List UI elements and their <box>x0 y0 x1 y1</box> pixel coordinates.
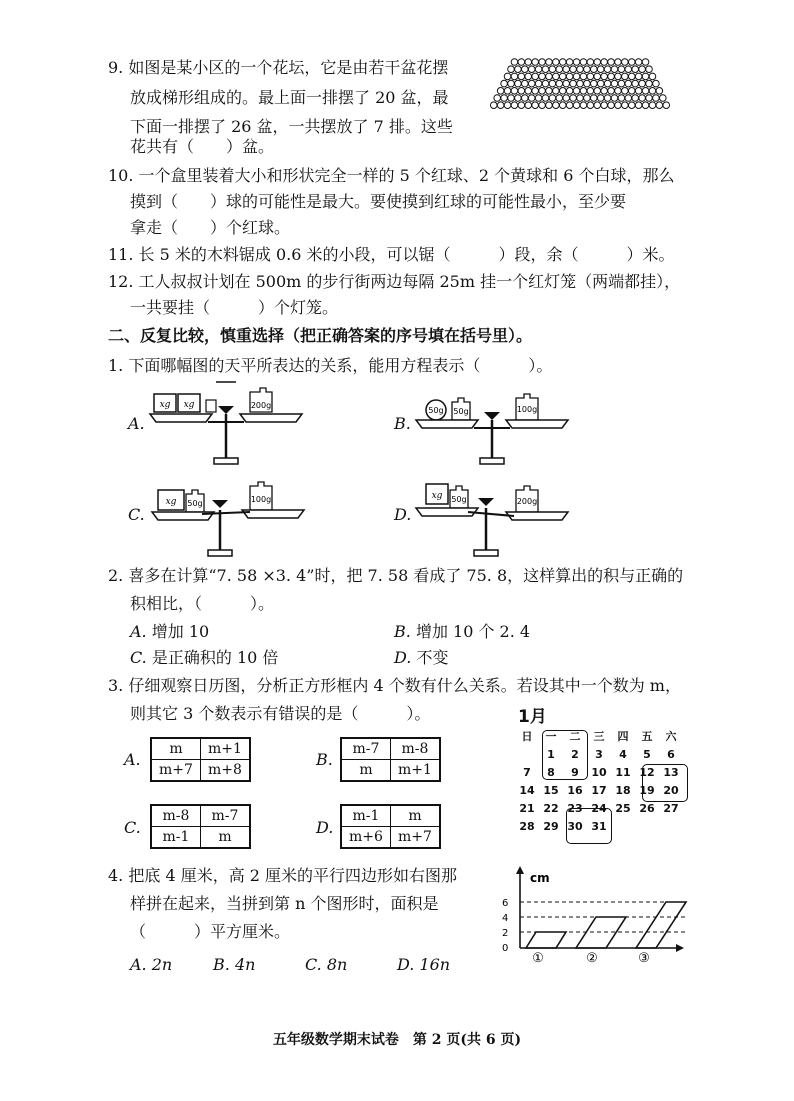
flower-pot <box>511 88 518 95</box>
calendar-day: 17 <box>591 784 607 797</box>
flower-pot <box>504 73 511 80</box>
flower-pot <box>580 73 587 80</box>
flower-pot <box>556 80 563 87</box>
flower-pot <box>584 95 591 102</box>
flower-pot <box>559 59 566 66</box>
flower-pot <box>642 73 649 80</box>
calendar-day: 15 <box>543 784 559 797</box>
flower-pot <box>556 66 563 73</box>
flower-pot <box>597 95 604 102</box>
weight-label: xg <box>183 400 195 410</box>
flower-pot <box>618 66 625 73</box>
q9-line-3: 下面一排摆了 26 盆，一共摆放了 7 排。这些 <box>130 117 453 136</box>
flower-pot <box>615 102 622 109</box>
flower-pot <box>532 88 539 95</box>
calendar-day: 21 <box>519 802 535 815</box>
flower-pot <box>553 59 560 66</box>
flower-pot <box>628 73 635 80</box>
weight-label: 200g <box>250 401 272 410</box>
flower-pot <box>525 102 532 109</box>
grid-cell: m <box>201 827 251 849</box>
flower-pot <box>646 66 653 73</box>
weight-label: 100g <box>516 405 538 414</box>
calendar-weekday: 三 <box>593 730 605 743</box>
q12-line-2: 一共要挂（ ）个灯笼。 <box>130 298 339 317</box>
weight-label: xg <box>165 497 177 507</box>
flower-pot <box>515 80 522 87</box>
flower-pot <box>632 80 639 87</box>
s3-option-d-label: D. <box>316 818 334 837</box>
flower-pot <box>570 80 577 87</box>
y-tick: 0 <box>502 943 509 954</box>
flower-pot <box>508 95 515 102</box>
calendar-weekday: 日 <box>521 730 533 743</box>
flower-pot <box>553 73 560 80</box>
flower-bed-figure <box>480 56 680 116</box>
flower-pot <box>501 80 508 87</box>
s2-option-c: C. 是正确积的 10 倍 <box>130 648 279 667</box>
flower-pot <box>573 59 580 66</box>
flower-pot <box>615 59 622 66</box>
flower-pot <box>656 88 663 95</box>
figure-label: ③ <box>638 951 650 966</box>
flower-pot <box>497 88 504 95</box>
flower-pot <box>601 102 608 109</box>
q11-line: 11. 长 5 米的木料锯成 0.6 米的小段，可以锯（ ）段，余（ ）米。 <box>108 245 675 264</box>
flower-pot <box>504 102 511 109</box>
grid-cell: m <box>151 738 201 760</box>
flower-pot <box>646 95 653 102</box>
flower-pot <box>532 102 539 109</box>
flower-pot <box>597 66 604 73</box>
s3-option-a-label: A. <box>124 750 141 769</box>
flower-pot <box>566 73 573 80</box>
flower-pot <box>566 59 573 66</box>
grid-cell: m-1 <box>341 805 391 827</box>
weight-label: xg <box>431 491 443 501</box>
flower-pot <box>563 66 570 73</box>
s3-option-b-grid <box>340 737 441 782</box>
calendar-day: 20 <box>663 784 679 797</box>
flower-pot <box>608 73 615 80</box>
flower-pot <box>556 95 563 102</box>
flower-pot <box>549 80 556 87</box>
weight-label: 100g <box>250 495 272 504</box>
flower-pot <box>528 80 535 87</box>
calendar-day: 26 <box>639 802 655 815</box>
flower-pot <box>494 95 501 102</box>
s3-option-c-grid <box>150 804 251 849</box>
flower-pot <box>563 95 570 102</box>
flower-pot <box>649 102 656 109</box>
s3-option-a-grid <box>150 737 251 782</box>
flower-pot <box>649 73 656 80</box>
calendar-day: 3 <box>595 748 603 761</box>
flower-pot <box>553 102 560 109</box>
calendar-day: 19 <box>639 784 655 797</box>
flower-pot <box>501 95 508 102</box>
calendar-day: 31 <box>591 820 607 833</box>
flower-pot <box>577 95 584 102</box>
flower-pot <box>594 73 601 80</box>
flower-pot <box>642 88 649 95</box>
flower-pot <box>639 95 646 102</box>
calendar-day: 30 <box>567 820 583 833</box>
flower-pot <box>532 59 539 66</box>
grid-cell: m-7 <box>201 805 251 827</box>
flower-pot <box>546 73 553 80</box>
s2-line-1: 2. 喜多在计算“7. 58 ×3. 4”时，把 7. 58 看成了 75. 8，这样算出的积与正确的 <box>108 566 684 585</box>
grid-cell: m <box>341 760 391 782</box>
s4-line-2: 样拼在起来，当拼到第 n 个图形时，面积是 <box>130 894 439 913</box>
flower-pot <box>584 80 591 87</box>
flower-pot <box>649 88 656 95</box>
flower-pot <box>490 102 497 109</box>
calendar-weekday: 一 <box>545 730 557 743</box>
calendar-weekday: 四 <box>617 730 629 743</box>
calendar-day: 14 <box>519 784 535 797</box>
flower-pot <box>559 73 566 80</box>
calendar-day: 5 <box>643 748 651 761</box>
s2-option-a: A. 增加 10 <box>130 622 210 641</box>
flower-pot <box>639 66 646 73</box>
calendar-weekday: 二 <box>569 730 581 743</box>
flower-pot <box>511 59 518 66</box>
flower-pot <box>587 88 594 95</box>
flower-pot <box>549 66 556 73</box>
flower-pot <box>570 66 577 73</box>
calendar-day: 23 <box>567 802 583 815</box>
flower-pot <box>608 102 615 109</box>
grid-cell: m+1 <box>201 738 251 760</box>
flower-pot <box>535 80 542 87</box>
flower-pot <box>528 95 535 102</box>
grid-cell: m-8 <box>391 738 441 760</box>
s2-option-b: B. 增加 10 个 2. 4 <box>394 622 531 641</box>
s2-line-2: 积相比，（ ）。 <box>130 594 275 613</box>
flower-pot <box>566 88 573 95</box>
y-tick: 2 <box>502 928 509 939</box>
grid-cell: m-7 <box>341 738 391 760</box>
flower-pot <box>601 73 608 80</box>
s3-option-d-grid <box>340 804 441 849</box>
flower-pot <box>615 73 622 80</box>
flower-pot <box>535 95 542 102</box>
grid-cell: m+7 <box>151 760 201 782</box>
flower-pot <box>587 59 594 66</box>
flower-pot <box>608 88 615 95</box>
flower-pot <box>625 80 632 87</box>
flower-pot <box>532 73 539 80</box>
flower-pot <box>632 66 639 73</box>
flower-pot <box>604 95 611 102</box>
weight-label: 50g <box>187 499 203 508</box>
s1-option-a-label: A. <box>128 414 145 433</box>
flower-pot <box>584 66 591 73</box>
calendar-day: 7 <box>523 766 531 779</box>
grid-cell: m-8 <box>151 805 201 827</box>
page-footer: 五年级数学期末试卷 第 2 页(共 6 页) <box>272 1032 522 1048</box>
calendar-day: 16 <box>567 784 583 797</box>
q9-line-4: 花共有（ ）盆。 <box>130 137 275 156</box>
q12-line-1: 12. 工人叔叔计划在 500m 的步行街两边每隔 25m 挂一个红灯笼（两端都挂）， <box>108 272 681 291</box>
s1-question: 1. 下面哪幅图的天平所表达的关系，能用方程表示（ ）。 <box>108 356 553 375</box>
s3-option-b-label: B. <box>316 750 333 769</box>
flower-pot <box>539 88 546 95</box>
flower-pot <box>642 59 649 66</box>
q10-line-3: 拿走（ ）个红球。 <box>130 218 291 237</box>
calendar-day: 24 <box>591 802 607 815</box>
flower-pot <box>573 88 580 95</box>
flower-pot <box>535 66 542 73</box>
s1-option-b-label: B. <box>394 414 411 433</box>
flower-pot <box>573 73 580 80</box>
flower-pot <box>539 59 546 66</box>
flower-pot <box>522 95 529 102</box>
calendar-day: 28 <box>519 820 535 833</box>
flower-pot <box>580 59 587 66</box>
flower-pot <box>635 88 642 95</box>
flower-pot <box>577 66 584 73</box>
flower-pot <box>632 95 639 102</box>
calendar-day: 29 <box>543 820 559 833</box>
flower-pot <box>597 80 604 87</box>
weight-label: 50g <box>428 406 444 415</box>
calendar-weekday: 六 <box>665 730 677 743</box>
flower-pot <box>594 102 601 109</box>
flower-pot <box>518 102 525 109</box>
flower-pot <box>642 102 649 109</box>
figure-label: ② <box>586 951 598 966</box>
flower-pot <box>580 102 587 109</box>
flower-pot <box>594 88 601 95</box>
weight-label: 50g <box>451 495 467 504</box>
flower-pot <box>525 73 532 80</box>
flower-pot <box>601 88 608 95</box>
flower-pot <box>518 73 525 80</box>
flower-pot <box>546 102 553 109</box>
flower-pot <box>542 80 549 87</box>
parallelogram-diagram <box>496 866 696 966</box>
flower-pot <box>570 95 577 102</box>
grid-cell: m+6 <box>341 827 391 849</box>
s3-line-2: 则其它 3 个数表示有错误的是（ ）。 <box>130 704 431 723</box>
flower-pot <box>508 80 515 87</box>
flower-pot <box>622 59 629 66</box>
flower-pot <box>611 95 618 102</box>
flower-pot <box>618 80 625 87</box>
flower-pot <box>591 66 598 73</box>
flower-pot <box>653 80 660 87</box>
calendar-day: 6 <box>667 748 675 761</box>
flower-pot <box>601 59 608 66</box>
flower-pot <box>542 95 549 102</box>
calendar-day: 4 <box>619 748 627 761</box>
calendar-month: 1月 <box>518 707 547 727</box>
balance-c-figure <box>150 470 320 560</box>
flower-pot <box>639 80 646 87</box>
s3-line-1: 3. 仔细观察日历图，分析正方形框内 4 个数有什么关系。若设其中一个数为 m， <box>108 676 681 695</box>
calendar-day: 12 <box>639 766 655 779</box>
flower-pot <box>559 102 566 109</box>
flower-pot <box>577 80 584 87</box>
flower-pot <box>522 80 529 87</box>
calendar-day: 11 <box>615 766 631 779</box>
flower-pot <box>635 59 642 66</box>
calendar-day: 13 <box>663 766 679 779</box>
flower-pot <box>625 95 632 102</box>
flower-pot <box>618 95 625 102</box>
flower-pot <box>604 80 611 87</box>
s4-option-b: B. 4n <box>213 955 256 974</box>
s4-option-a: A. 2n <box>130 955 173 974</box>
flower-pot <box>515 95 522 102</box>
grid-cell: m+7 <box>391 827 441 849</box>
flower-pot <box>580 88 587 95</box>
grid-cell: m+8 <box>201 760 251 782</box>
s1-option-d-label: D. <box>394 505 412 524</box>
s3-option-c-label: C. <box>124 818 141 837</box>
flower-pot <box>611 66 618 73</box>
weight-label: 50g <box>453 407 469 416</box>
s4-option-c: C. 8n <box>305 955 348 974</box>
flower-pot <box>549 95 556 102</box>
grid-cell: m-1 <box>151 827 201 849</box>
flower-pot <box>646 80 653 87</box>
flower-pot <box>539 102 546 109</box>
weight-label: 200g <box>516 497 538 506</box>
s4-line-1: 4. 把底 4 厘米，高 2 厘米的平行四边形如右图那 <box>108 866 458 885</box>
flower-pot <box>518 88 525 95</box>
flower-pot <box>559 88 566 95</box>
flower-pot <box>497 102 504 109</box>
grid-cell: m+1 <box>391 760 441 782</box>
calendar-day: 2 <box>571 748 579 761</box>
calendar-highlight-box <box>542 730 588 780</box>
flower-pot <box>611 80 618 87</box>
axis-unit-label: cm <box>530 871 550 885</box>
flower-pot <box>553 88 560 95</box>
calendar-day: 9 <box>571 766 579 779</box>
flower-pot <box>625 66 632 73</box>
q9-line-2: 放成梯形组成的。最上面一排摆了 20 盆，最 <box>130 88 449 107</box>
calendar-day: 18 <box>615 784 631 797</box>
calendar-day: 8 <box>547 766 555 779</box>
q9-line-1: 9. 如图是某小区的一个花坛，它是由若干盆花摆 <box>108 58 449 77</box>
flower-pot <box>542 66 549 73</box>
flower-pot <box>622 102 629 109</box>
flower-pot <box>539 73 546 80</box>
balance-a-figure <box>148 378 308 468</box>
balance-b-figure <box>414 378 574 468</box>
flower-pot <box>628 59 635 66</box>
calendar-day: 25 <box>615 802 631 815</box>
s4-option-d: D. 16n <box>397 955 451 974</box>
flower-pot <box>656 102 663 109</box>
s4-line-3: （ ）平方厘米。 <box>130 922 291 941</box>
flower-pot <box>628 102 635 109</box>
calendar-day: 10 <box>591 766 607 779</box>
calendar-highlight-box <box>642 764 688 802</box>
flower-pot <box>515 66 522 73</box>
grid-cell: m <box>391 805 441 827</box>
flower-pot <box>594 59 601 66</box>
flower-pot <box>622 88 629 95</box>
flower-pot <box>566 102 573 109</box>
flower-pot <box>511 102 518 109</box>
s2-option-d: D. 不变 <box>394 648 449 667</box>
s1-option-c-label: C. <box>128 505 145 524</box>
flower-pot <box>528 66 535 73</box>
q10-line-2: 摸到（ ）球的可能性是最大。要使摸到红球的可能性最小，至少要 <box>130 192 627 211</box>
flower-pot <box>663 102 670 109</box>
flower-pot <box>518 59 525 66</box>
weight-label: xg <box>159 400 171 410</box>
calendar-highlight-box <box>566 808 612 844</box>
figure-label: ① <box>532 951 544 966</box>
flower-pot <box>511 73 518 80</box>
flower-pot <box>546 59 553 66</box>
calendar <box>512 702 692 842</box>
flower-pot <box>615 88 622 95</box>
flower-pot <box>628 88 635 95</box>
q10-line-1: 10. 一个盒里装着大小和形状完全一样的 5 个红球、2 个黄球和 6 个白球，那么 <box>108 166 675 185</box>
calendar-weekday: 五 <box>641 730 653 743</box>
flower-pot <box>587 102 594 109</box>
flower-pot <box>635 73 642 80</box>
flower-pot <box>525 88 532 95</box>
section-2-title: 二、反复比较，慎重选择（把正确答案的序号填在括号里）。 <box>108 326 533 345</box>
flower-pot <box>622 73 629 80</box>
y-tick: 6 <box>502 898 509 909</box>
flower-pot <box>546 88 553 95</box>
flower-pot <box>660 95 667 102</box>
flower-pot <box>525 59 532 66</box>
flower-pot <box>522 66 529 73</box>
flower-pot <box>587 73 594 80</box>
calendar-day: 22 <box>543 802 559 815</box>
calendar-day: 27 <box>663 802 679 815</box>
flower-pot <box>591 95 598 102</box>
y-tick: 4 <box>502 913 509 924</box>
flower-pot <box>608 59 615 66</box>
calendar-day: 1 <box>547 748 555 761</box>
balance-d-figure <box>414 470 584 560</box>
flower-pot <box>508 66 515 73</box>
flower-pot <box>591 80 598 87</box>
flower-pot <box>653 95 660 102</box>
flower-pot <box>504 88 511 95</box>
flower-pot <box>604 66 611 73</box>
flower-pot <box>635 102 642 109</box>
flower-pot <box>573 102 580 109</box>
flower-pot <box>563 80 570 87</box>
